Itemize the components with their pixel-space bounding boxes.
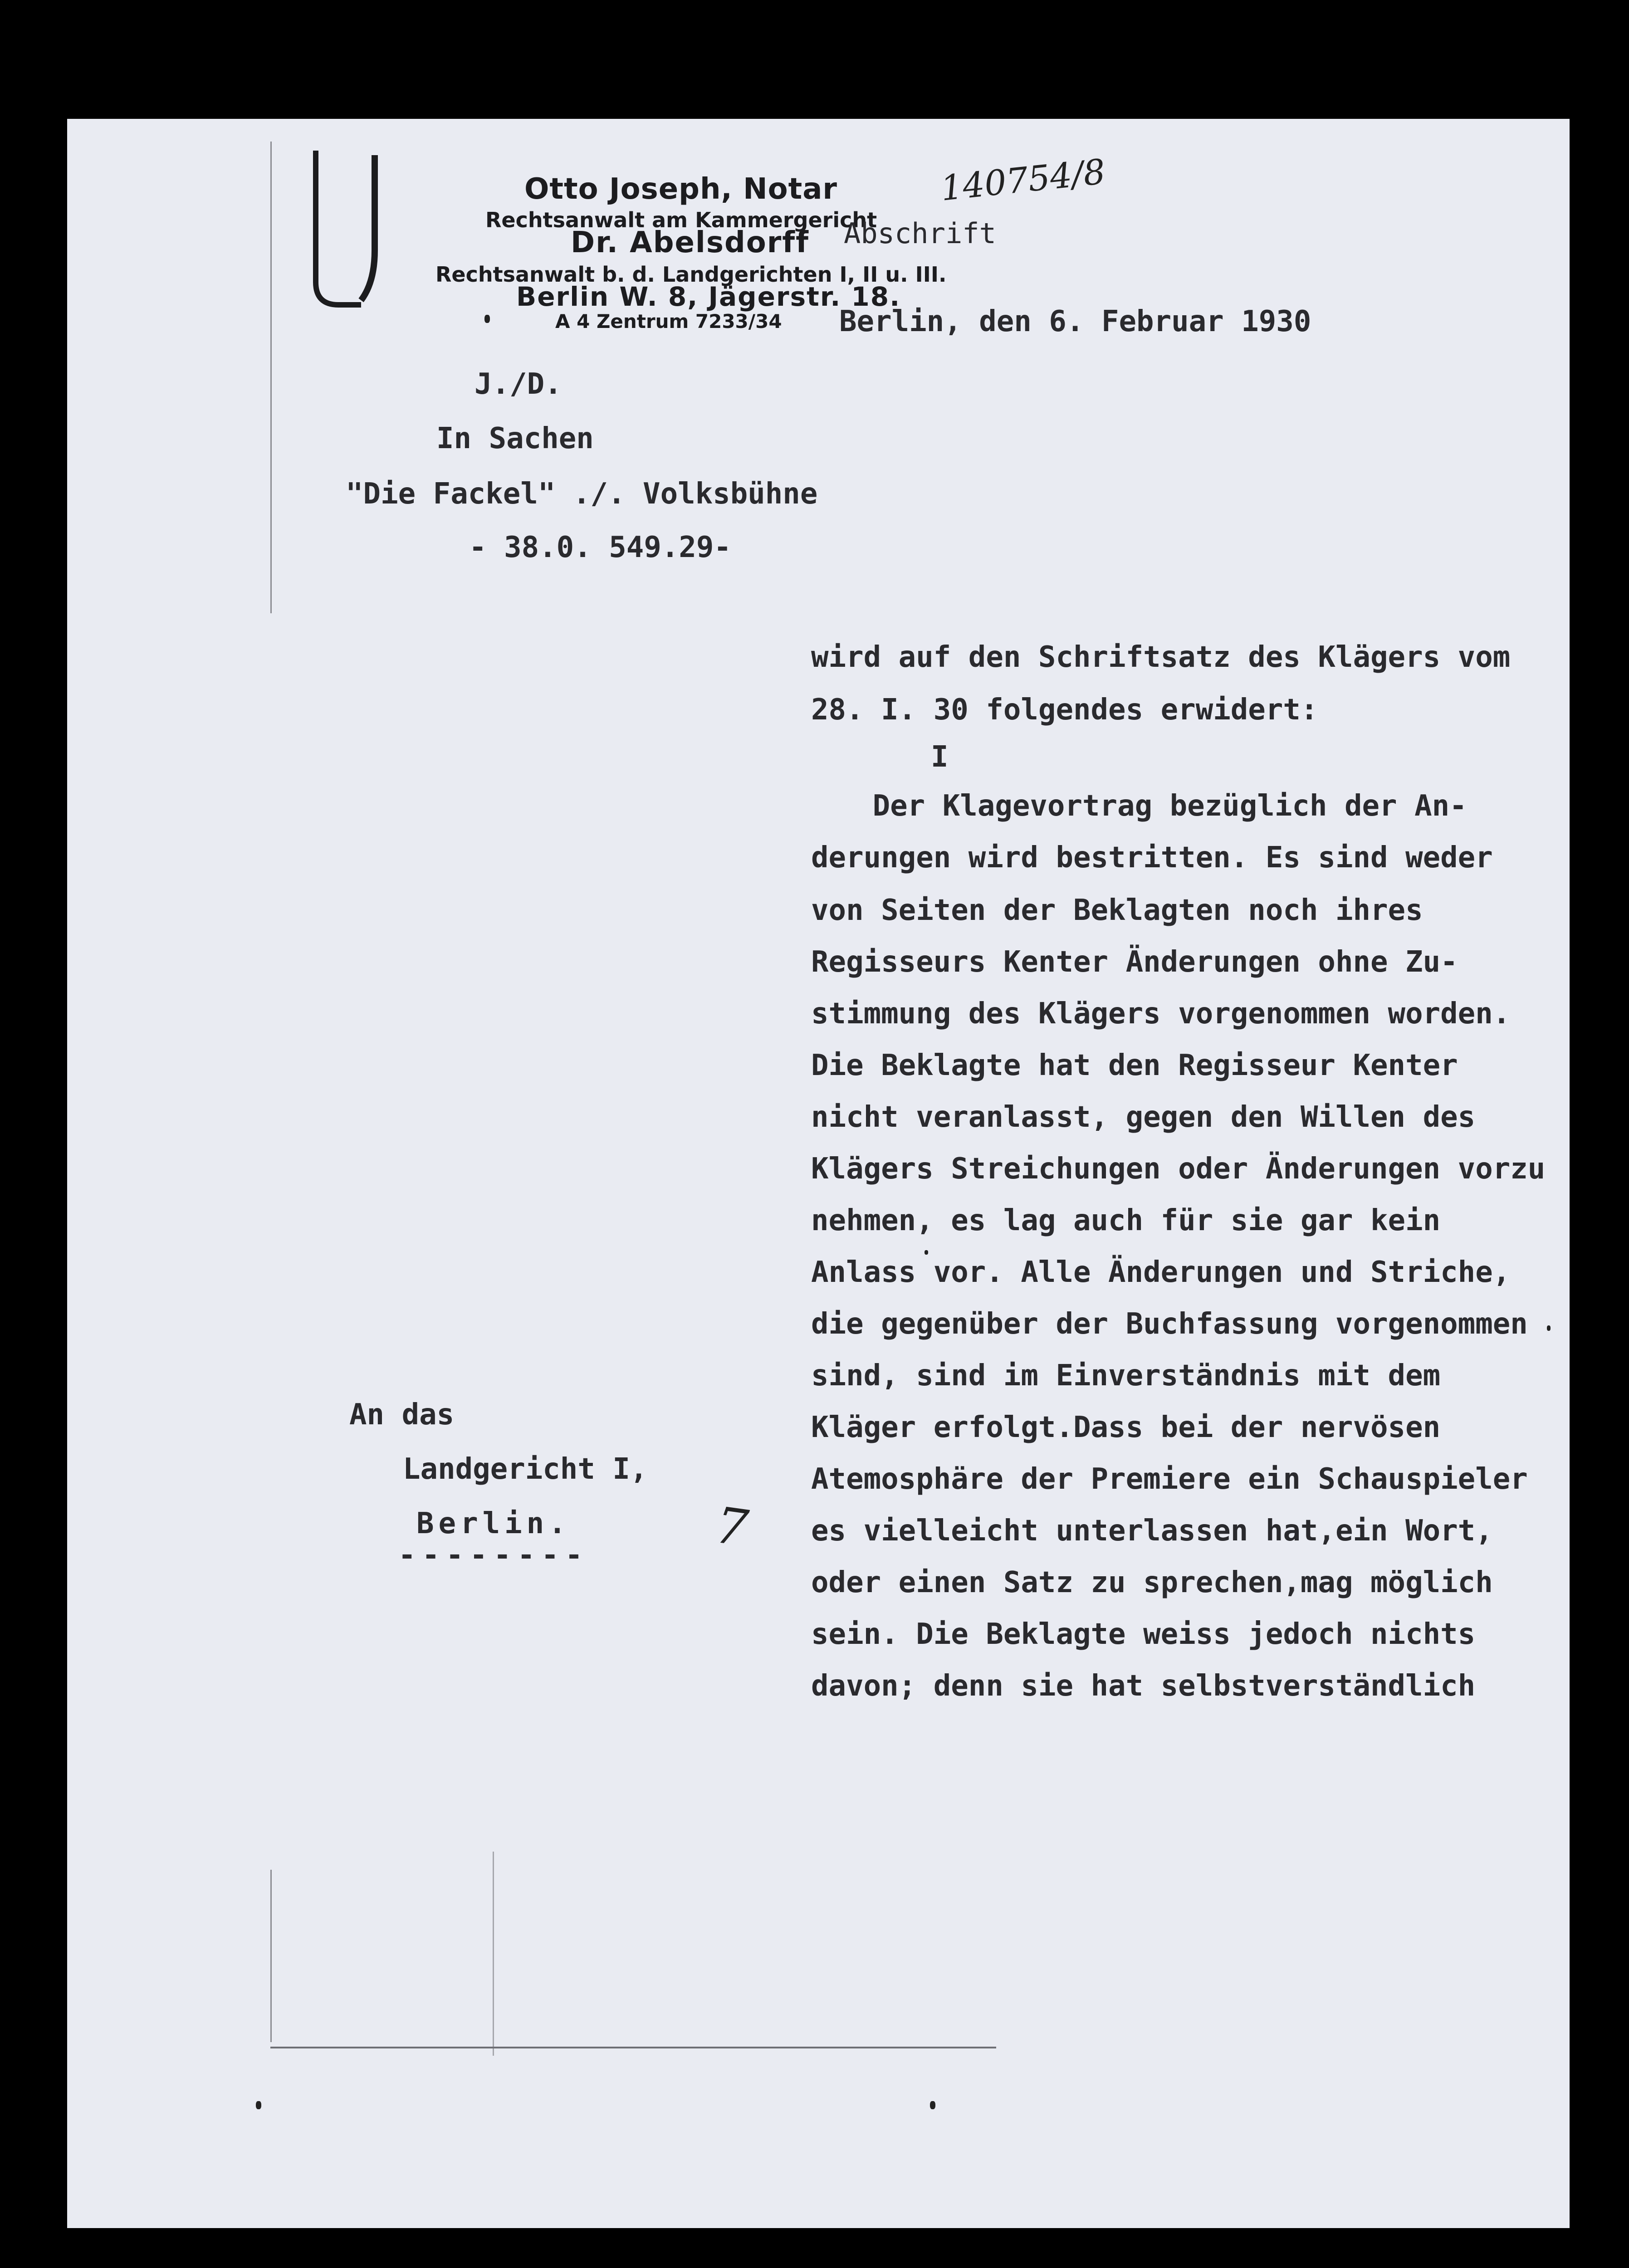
body-line: Kläger erfolgt.Dass bei der nervösen [811, 1411, 1441, 1444]
reference-initials: J./D. [475, 367, 562, 401]
margin-rule [270, 1870, 272, 2042]
body-line: die gegenüber der Buchfassung vorgenommen [811, 1307, 1528, 1341]
speck [930, 2101, 935, 2109]
address-underline: -------- [398, 1539, 589, 1572]
document-page [67, 119, 1570, 2228]
body-line: 28. I. 30 folgendes erwidert: [811, 693, 1318, 727]
body-line: Die Beklagte hat den Regisseur Kenter [811, 1049, 1458, 1082]
body-line: sein. Die Beklagte weiss jedoch nichts [811, 1618, 1476, 1651]
address-court: Landgericht I, [403, 1452, 648, 1486]
letterhead-courts: Rechtsanwalt b. d. Landgerichten I, II u. III. [435, 262, 947, 287]
margin-rule [493, 1852, 494, 2056]
body-line: oder einen Satz zu sprechen,mag möglich [811, 1566, 1493, 1599]
copy-label: Abschrift [844, 217, 996, 250]
body-line: wird auf den Schriftsatz des Klägers vom [811, 640, 1511, 674]
letterhead-phone: A 4 Zentrum 7233/34 [555, 310, 782, 332]
speck [1547, 1325, 1551, 1331]
body-line: Klägers Streichungen oder Änderungen vorzu [811, 1152, 1546, 1186]
letterhead-court: Rechtsanwalt am Kammergericht [485, 208, 877, 232]
archive-number: 140754/8 [939, 151, 1107, 209]
letterhead-notary: Otto Joseph, Notar [524, 172, 837, 206]
body-line: nicht veranlasst, gegen den Willen des [811, 1100, 1476, 1134]
body-line: nehmen, es lag auch für sie gar kein [811, 1204, 1441, 1237]
body-line: davon; denn sie hat selbstverständlich [811, 1669, 1476, 1703]
speck [256, 2101, 261, 2109]
body-line: Der Klagevortrag bezüglich der An- [820, 789, 1467, 823]
bottom-rule [270, 2047, 996, 2048]
date-line: Berlin, den 6. Februar 1930 [839, 305, 1311, 338]
address-line-an-das: An das [349, 1398, 455, 1432]
margin-mark: 7 [712, 1496, 752, 1558]
reference-parties: "Die Fackel" ./. Volksbühne [346, 477, 818, 511]
body-line: von Seiten der Beklagten noch ihres [811, 894, 1423, 927]
margin-rule [270, 142, 272, 613]
address-city: Berlin. [416, 1507, 571, 1540]
reference-in-sachen: In Sachen [436, 422, 594, 455]
reference-case-number: - 38.0. 549.29- [469, 531, 731, 564]
body-line: derungen wird bestritten. Es sind weder [811, 841, 1493, 875]
letterhead-address: Berlin W. 8, Jägerstr. 18. [516, 281, 901, 312]
speck [925, 1250, 928, 1255]
body-line: es vielleicht unterlassen hat,ein Wort, [811, 1514, 1493, 1548]
body-line: stimmung des Klägers vorgenommen worden. [811, 997, 1511, 1031]
body-line: sind, sind im Einverständnis mit dem [811, 1359, 1441, 1393]
section-number: I [931, 740, 949, 774]
body-line: Regisseurs Kenter Änderungen ohne Zu- [811, 945, 1458, 979]
letterhead-lawyer: Dr. Abelsdorff [571, 226, 809, 259]
speck [484, 315, 490, 323]
binder-clip-icon [307, 146, 384, 309]
body-line: Atemosphäre der Premiere ein Schauspieler [811, 1462, 1528, 1496]
body-line: Anlass vor. Alle Änderungen und Striche, [811, 1256, 1511, 1289]
